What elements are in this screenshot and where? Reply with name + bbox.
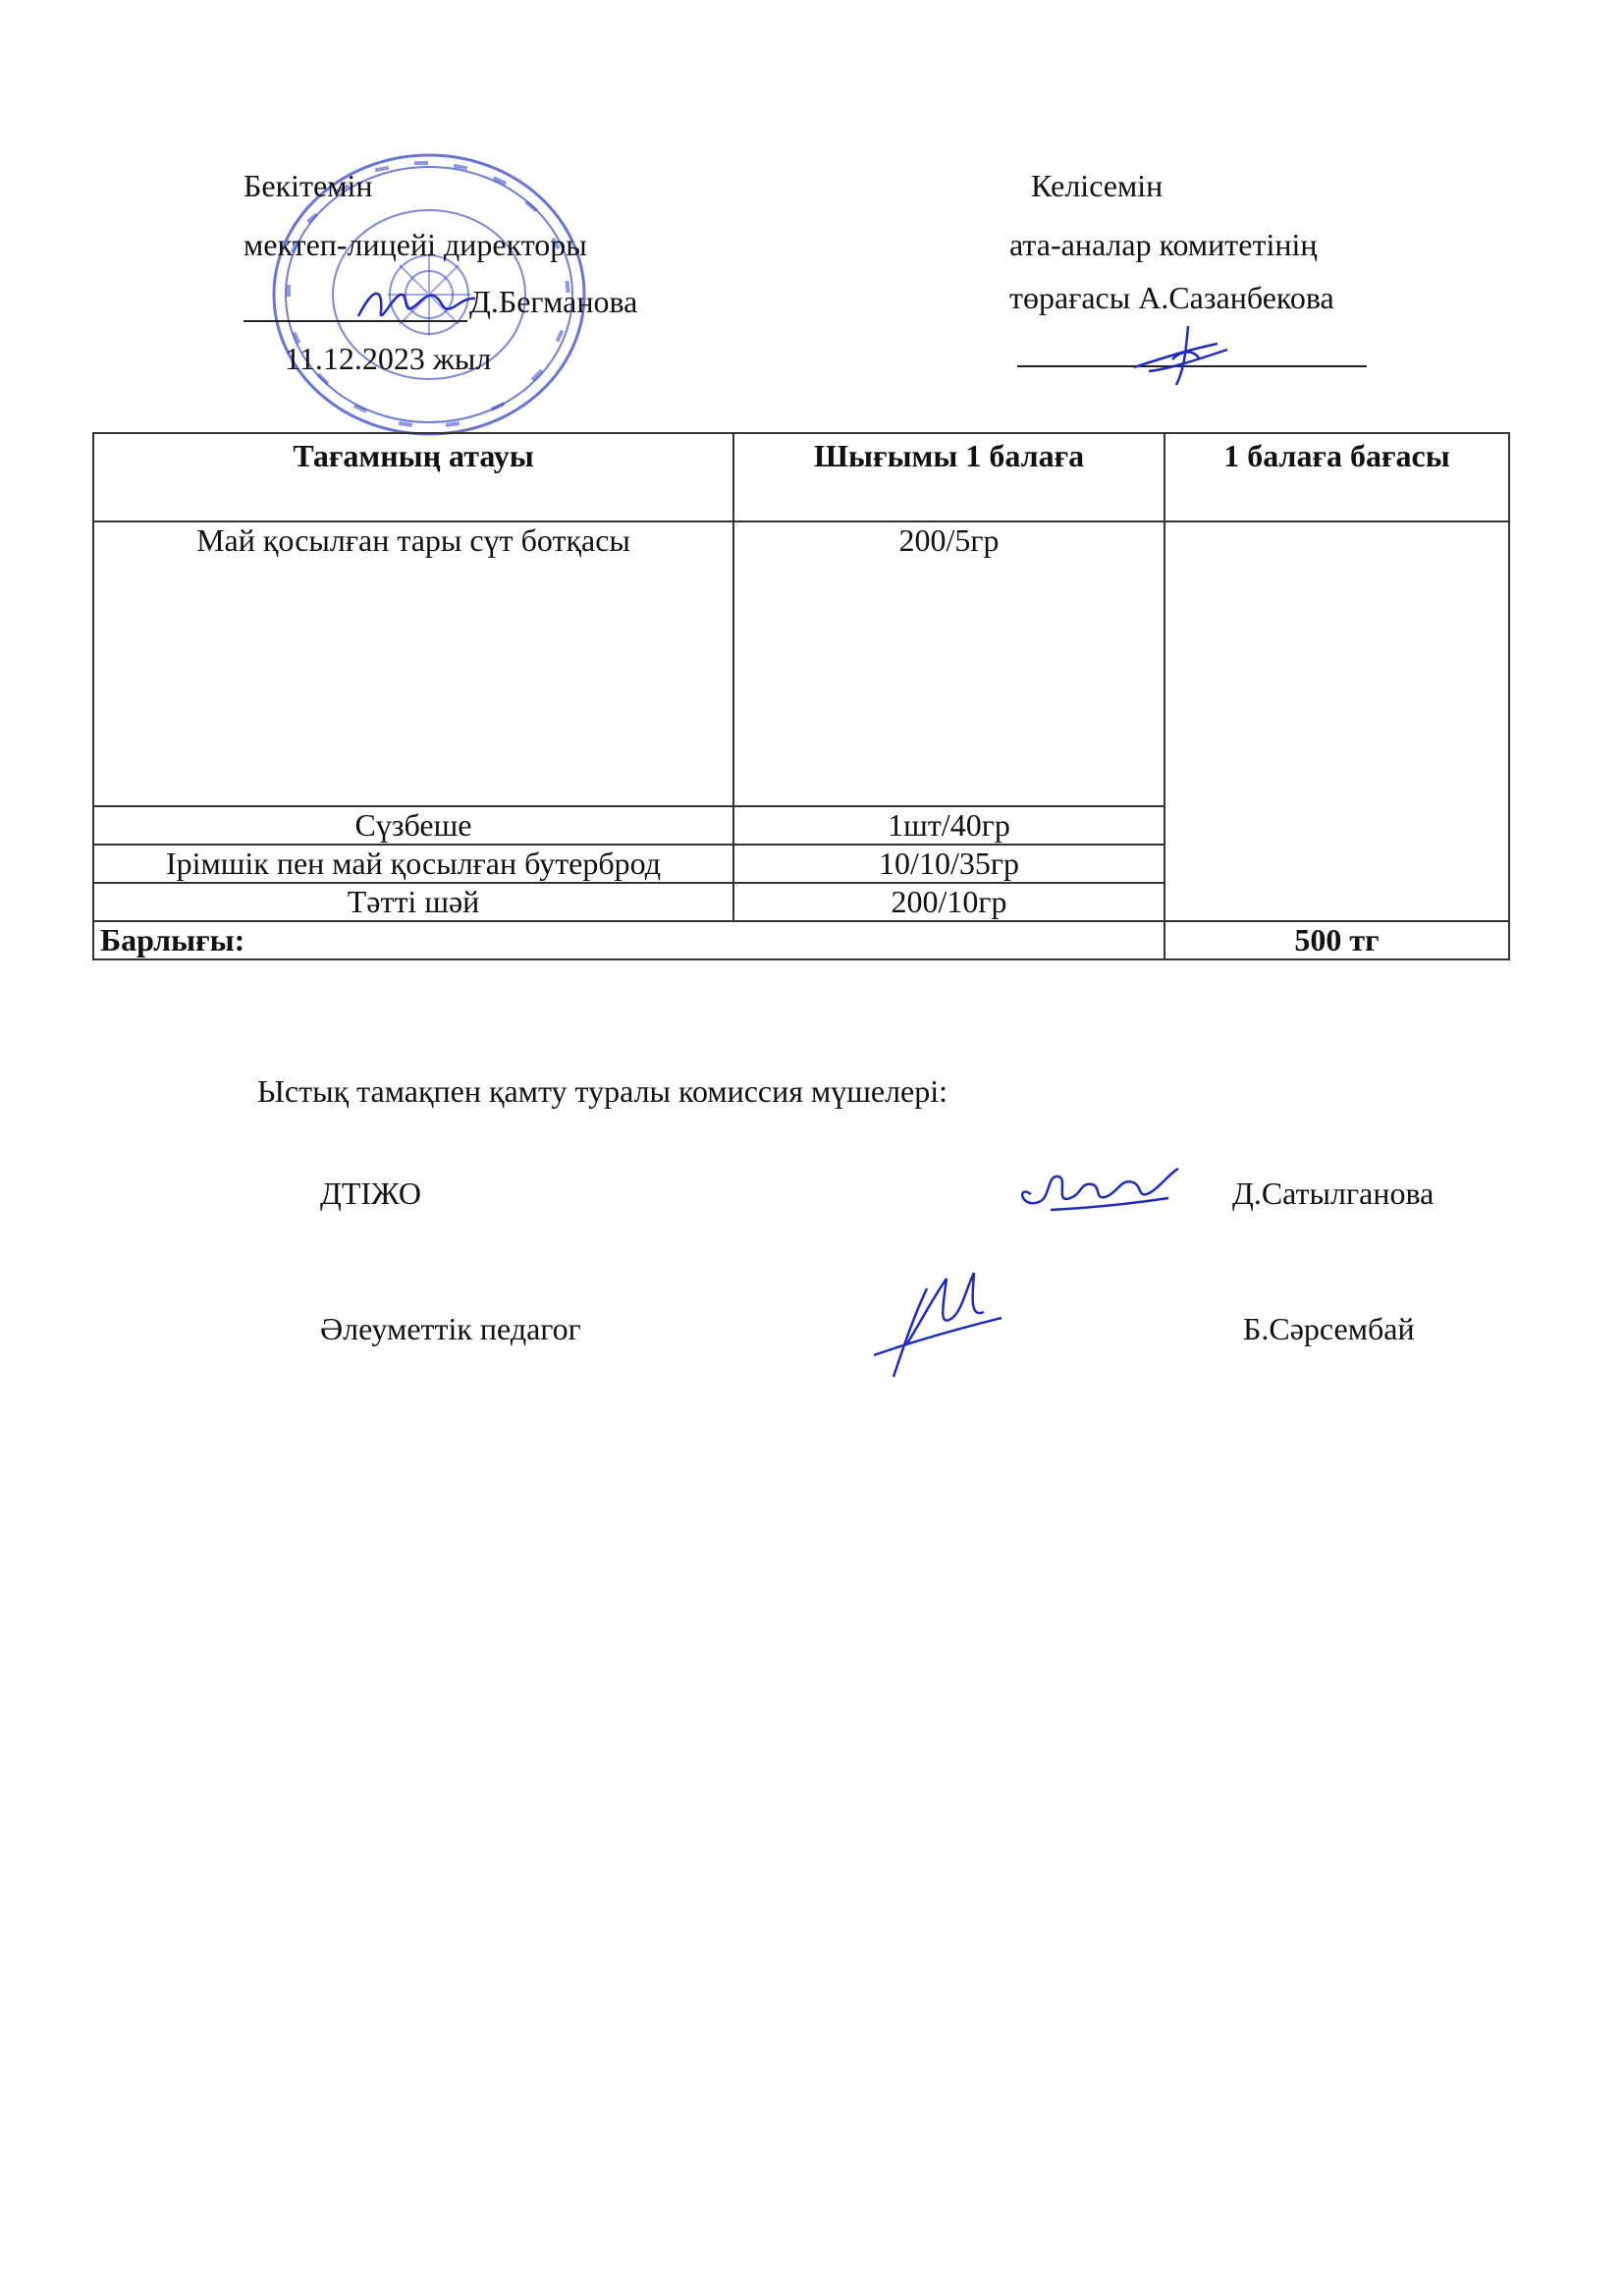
header-yield: Шығымы 1 балаға [733,433,1164,521]
table-total-row [93,921,1509,959]
member-role: ДТІЖО [320,1175,422,1211]
member-signature [864,1259,1011,1387]
total-label: Барлығы: [93,921,1164,959]
header-dish-name: Тағамның атауы [93,433,733,521]
agreement-committee: ата-аналар комитетінің [1009,227,1318,262]
dish-yield: 200/5гр [733,521,1164,806]
menu-table [92,432,1510,960]
dish-name: Сүзбеше [93,806,733,845]
agreement-heading: Келісемін [1031,168,1164,203]
director-signature [353,277,481,336]
dish-yield: 1шт/40гр [733,806,1164,845]
dish-name: Ірімшік пен май қосылған бутерброд [93,845,733,883]
member-role: Әлеуметтік педагог [320,1311,581,1346]
dish-yield: 200/10гр [733,883,1164,921]
total-value: 500 тг [1164,921,1509,959]
member-name: Б.Сәрсембай [1243,1311,1415,1346]
member-signature [1011,1155,1188,1224]
table-header-row [93,433,1509,521]
dish-name: Май қосылған тары сүт ботқасы [93,521,733,806]
committee-signature [1129,320,1237,389]
approval-signer: Д.Бегманова [469,284,638,319]
dish-name: Тәтті шәй [93,883,733,921]
price-cell [1164,521,1509,921]
approval-date: 11.12.2023 жыл [285,341,492,376]
approval-heading: Бекітемін [244,168,373,203]
agreement-signer: төрағасы А.Сазанбекова [1009,280,1334,315]
commission-title: Ыстық тамақпен қамту туралы комиссия мүшелері: [257,1073,948,1109]
approval-position: мектеп-лицейі директоры [244,227,587,262]
header-price: 1 балаға бағасы [1164,433,1509,521]
dish-yield: 10/10/35гр [733,845,1164,883]
member-name: Д.Сатылганова [1232,1175,1435,1211]
table-row [93,521,1509,806]
